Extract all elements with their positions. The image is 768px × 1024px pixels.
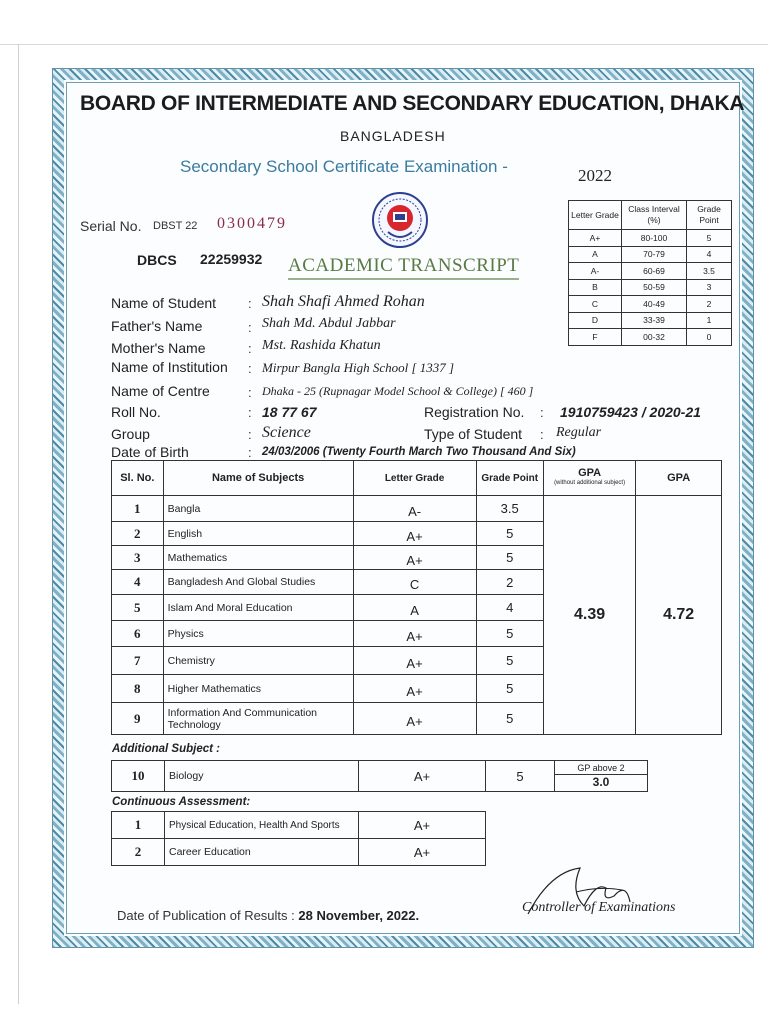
subject-letter-grade: A+ [353, 522, 476, 546]
subject-name: English [163, 522, 353, 546]
grade-key-row [569, 246, 732, 263]
grade-key-row [569, 230, 732, 247]
grade-key-header: Class Interval (%) [622, 201, 687, 230]
subject-name: Chemistry [163, 647, 353, 675]
subject-letter-grade: A+ [353, 703, 476, 735]
student-type: Regular [556, 425, 602, 440]
marks-table [111, 460, 722, 735]
colon: : [540, 427, 544, 442]
colon: : [248, 385, 252, 400]
subject-grade-point: 3.5 [476, 496, 543, 522]
colon: : [248, 341, 252, 356]
serial-number: 0300479 [217, 215, 287, 232]
subject-sl: 4 [112, 570, 164, 595]
student-name: Shah Shafi Ahmed Rohan [262, 293, 425, 310]
subject-letter-grade: A+ [353, 647, 476, 675]
grade-key-cell: A- [569, 263, 622, 280]
subject-sl: 7 [112, 647, 164, 675]
subject-name: Islam And Moral Education [163, 595, 353, 621]
subject-letter-grade: A [353, 595, 476, 621]
table-row [112, 496, 722, 522]
colon: : [248, 296, 252, 311]
subject-letter-grade: A+ [353, 675, 476, 703]
colon: : [540, 405, 544, 420]
grade-key-cell: 2 [687, 296, 732, 313]
colon: : [248, 405, 252, 420]
subject-letter-grade: A+ [353, 546, 476, 570]
roll-number: 18 77 67 [262, 404, 317, 420]
subject-letter-grade: A- [353, 496, 476, 522]
subject-sl: 6 [112, 621, 164, 647]
country-name: BANGLADESH [340, 128, 446, 144]
gp-above-value: 3.0 [592, 775, 610, 789]
header-subject: Name of Subjects [163, 461, 353, 496]
grade-key-cell: 60-69 [622, 263, 687, 280]
subject-grade-point: 5 [476, 522, 543, 546]
father-name: Shah Md. Abdul Jabbar [262, 316, 396, 331]
subject-grade-point: 5 [476, 675, 543, 703]
table-row [112, 761, 648, 792]
subject-grade-point: 4 [476, 595, 543, 621]
exam-name: Secondary School Certificate Examination - [180, 157, 508, 176]
grade-key-cell: C [569, 296, 622, 313]
table-row [112, 812, 486, 839]
header-sl: Sl. No. [112, 461, 164, 496]
centre-name: Dhaka - 25 (Rupnagar Model School & College) [ 460 ] [262, 384, 534, 398]
additional-grade-point: 5 [486, 761, 555, 792]
table-row [112, 839, 486, 866]
colon: : [248, 445, 252, 460]
additional-subject-table [111, 760, 648, 792]
grade-key-row [569, 329, 732, 346]
additional-subject-name: Biology [165, 761, 359, 792]
grade-key-cell: B [569, 279, 622, 296]
serial-label: Serial No. [80, 218, 142, 234]
grade-key-cell: A+ [569, 230, 622, 247]
subject-sl: 2 [112, 522, 164, 546]
subject-grade-point: 5 [476, 621, 543, 647]
gp-above-label: GP above 2 [555, 762, 647, 775]
header-gpa-without-label: GPA [578, 467, 602, 479]
controller-title: Controller of Examinations [522, 900, 676, 915]
subject-sl: 5 [112, 595, 164, 621]
subject-letter-grade: C [353, 570, 476, 595]
grade-key-cell: 3.5 [687, 263, 732, 280]
centre-label: Name of Centre [111, 383, 210, 399]
assessment-sl: 2 [112, 839, 165, 866]
exam-year: 2022 [578, 166, 612, 185]
continuous-assessment-label: Continuous Assessment: [112, 796, 251, 808]
grade-key-cell: D [569, 312, 622, 329]
group-label: Group [111, 426, 150, 442]
subject-grade-point: 5 [476, 703, 543, 735]
date-of-birth: 24/03/2006 (Twenty Fourth March Two Thousand And Six) [262, 446, 576, 458]
scan-edge-left [18, 44, 19, 1004]
serial-prefix: DBST 22 [153, 220, 198, 232]
subject-grade-point: 5 [476, 647, 543, 675]
additional-letter-grade: A+ [359, 761, 486, 792]
subject-sl: 9 [112, 703, 164, 735]
continuous-assessment-table [111, 811, 486, 866]
grade-key-cell: 33-39 [622, 312, 687, 329]
student-name-label: Name of Student [111, 295, 217, 311]
subject-name: Physics [163, 621, 353, 647]
grade-key-cell: 40-49 [622, 296, 687, 313]
gp-above-cell [555, 761, 648, 792]
colon: : [248, 320, 252, 335]
group-value: Science [262, 424, 311, 441]
header-grade-point: Grade Point [476, 461, 543, 496]
subject-name: Bangladesh And Global Studies [163, 570, 353, 595]
assessment-grade: A+ [359, 839, 486, 866]
subject-name: Mathematics [163, 546, 353, 570]
grade-key-table [568, 200, 732, 346]
assessment-sl: 1 [112, 812, 165, 839]
header-gpa-without [543, 461, 635, 496]
publication-label: Date of Publication of Results : [117, 908, 295, 923]
header-letter-grade: Letter Grade [353, 461, 476, 496]
mother-name: Mst. Rashida Khatun [262, 338, 381, 353]
assessment-grade: A+ [359, 812, 486, 839]
grade-key-cell: 50-59 [622, 279, 687, 296]
gpa-without-additional: 4.39 [543, 496, 635, 735]
subject-letter-grade: A+ [353, 621, 476, 647]
grade-key-row [569, 279, 732, 296]
institution-label: Name of Institution [111, 359, 228, 375]
subject-name: Higher Mathematics [163, 675, 353, 703]
dob-label: Date of Birth [111, 444, 189, 460]
grade-key-row [569, 263, 732, 280]
student-type-label: Type of Student [424, 426, 523, 442]
grade-key-cell: 3 [687, 279, 732, 296]
subject-name: Bangla [163, 496, 353, 522]
header-gpa-without-note: (without additional subject) [554, 480, 626, 486]
publication-date: 28 November, 2022. [298, 908, 420, 923]
subject-grade-point: 5 [476, 546, 543, 570]
grade-key-cell: 0 [687, 329, 732, 346]
grade-key-header: Letter Grade [569, 201, 622, 230]
grade-key-cell: F [569, 329, 622, 346]
roll-label: Roll No. [111, 404, 161, 420]
scan-edge [0, 44, 768, 45]
grade-key-cell: 4 [687, 246, 732, 263]
board-name: BOARD OF INTERMEDIATE AND SECONDARY EDUCATION, DHAKA [80, 92, 745, 115]
dbcs-value: 22259932 [200, 251, 263, 267]
grade-key-header: Grade Point [687, 201, 732, 230]
publication-date-line [117, 908, 419, 923]
additional-sl: 10 [112, 761, 165, 792]
gpa-value: 4.72 [636, 496, 722, 735]
grade-key-cell: 80-100 [622, 230, 687, 247]
grade-key-cell: 00-32 [622, 329, 687, 346]
marks-header-row [112, 461, 722, 496]
subject-sl: 3 [112, 546, 164, 570]
mother-name-label: Mother's Name [111, 340, 206, 356]
grade-key-cell: 1 [687, 312, 732, 329]
grade-key-row [569, 296, 732, 313]
assessment-name: Physical Education, Health And Sports [165, 812, 359, 839]
colon: : [248, 427, 252, 442]
grade-key-row [569, 312, 732, 329]
subject-sl: 1 [112, 496, 164, 522]
registration-label: Registration No. [424, 404, 525, 420]
father-name-label: Father's Name [111, 318, 203, 334]
grade-key-cell: 5 [687, 230, 732, 247]
assessment-name: Career Education [165, 839, 359, 866]
board-seal-icon [366, 190, 434, 250]
colon: : [248, 361, 252, 376]
dbcs-label: DBCS [137, 252, 177, 268]
registration-number: 1910759423 / 2020-21 [560, 404, 701, 420]
grade-key-cell: 70-79 [622, 246, 687, 263]
subject-name: Information And Communication Technology [163, 703, 353, 735]
additional-subject-label: Additional Subject : [112, 743, 220, 755]
header-gpa: GPA [636, 461, 722, 496]
transcript-title: ACADEMIC TRANSCRIPT [288, 255, 519, 280]
subject-sl: 8 [112, 675, 164, 703]
subject-grade-point: 2 [476, 570, 543, 595]
institution-name: Mirpur Bangla High School [ 1337 ] [262, 360, 455, 375]
grade-key-cell: A [569, 246, 622, 263]
